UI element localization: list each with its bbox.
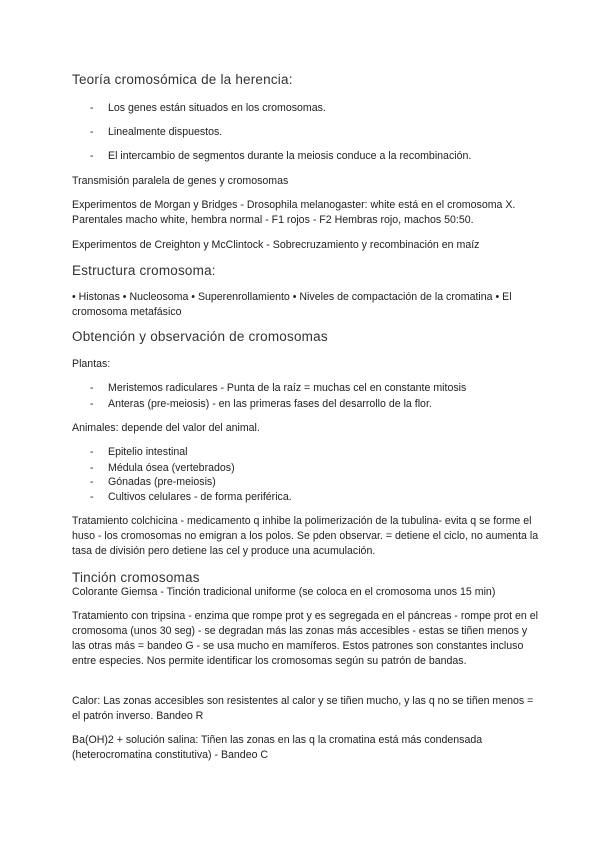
- creighton-mcclintock-text: Experimentos de Creighton y McClintock - Sobrecruzamiento y recombinación en maíz: [72, 239, 480, 251]
- morgan-bridges-text: Experimentos de Morgan y Bridges - Drosophila melanogaster: white está en el cromosoma X. Parentales macho white, hembra normal - F1 rojos - F2 Hembras rojo, machos 50:50.: [72, 199, 516, 226]
- theory-heading: Teoría cromosómica de la herencia:: [72, 72, 293, 87]
- list-item: - Meristemos radiculares - Punta de la raíz = muchas cel en constante mitosis: [90, 382, 467, 394]
- staining-heading: Tinción cromosomas: [72, 570, 200, 585]
- obtain-heading: Obtención y observación de cromosomas: [72, 329, 328, 344]
- plants-label: Plantas:: [72, 358, 111, 370]
- colchicine-text: Tratamiento colchicina - medicamento q inhibe la polimerización de la tubulina- evita q se forme el huso - los cromosomas no emigran a los polos. Se pden observar. = detiene el ciclo, no aumenta la tasa de división pero detiene las cel y produce una acumulación.: [72, 515, 539, 557]
- baoh-text: Ba(OH)2 + solución salina: Tiñen las zonas en las q la cromatina está más condensada (heterocromatina constitutiva) - Bandeo C: [72, 734, 483, 761]
- list-item: - Cultivos celulares - de forma periférica.: [90, 491, 292, 503]
- parallel-transmission-text: Transmisión paralela de genes y cromosomas: [72, 175, 289, 187]
- animals-label: Animales: depende del valor del animal.: [72, 422, 260, 434]
- trypsin-text: Tratamiento con tripsina - enzima que rompe prot y es segregada en el páncreas - rompe prot en el cromosoma (unos 30 seg) - se degradan más las zonas más accesibles - estas se tiñen menos y las otras más = bandeo G - se usa mucho en mamíferos. Estos patrones son constantes incluso entre especies. Nos permite identificar los cromosomas según su patrón de bandas.: [72, 610, 538, 667]
- giemsa-text: Colorante Giemsa - Tinción tradicional uniforme (se coloca en el cromosoma unos 15 min): [72, 586, 496, 598]
- list-item: - Linealmente dispuestos.: [90, 126, 223, 138]
- structure-text: • Histonas • Nucleosoma • Superenrollamiento • Niveles de compactación de la cromatina • El cromosoma metafásico: [72, 291, 512, 318]
- list-item: - Los genes están situados en los cromosomas.: [90, 102, 326, 114]
- list-item: - Médula ósea (vertebrados): [90, 462, 235, 474]
- heat-text: Calor: Las zonas accesibles son resistentes al calor y se tiñen mucho, y las q no se tiñen menos = el patrón inverso. Bandeo R: [72, 695, 534, 722]
- list-item: - Anteras (pre-meiosis) - en las primeras fases del desarrollo de la flor.: [90, 398, 432, 410]
- structure-heading: Estructura cromosoma:: [72, 263, 216, 278]
- list-item: - Gónadas (pre-meiosis): [90, 476, 216, 488]
- list-item: - Epitelio intestinal: [90, 446, 188, 458]
- list-item: - El intercambio de segmentos durante la meiosis conduce a la recombinación.: [90, 150, 472, 162]
